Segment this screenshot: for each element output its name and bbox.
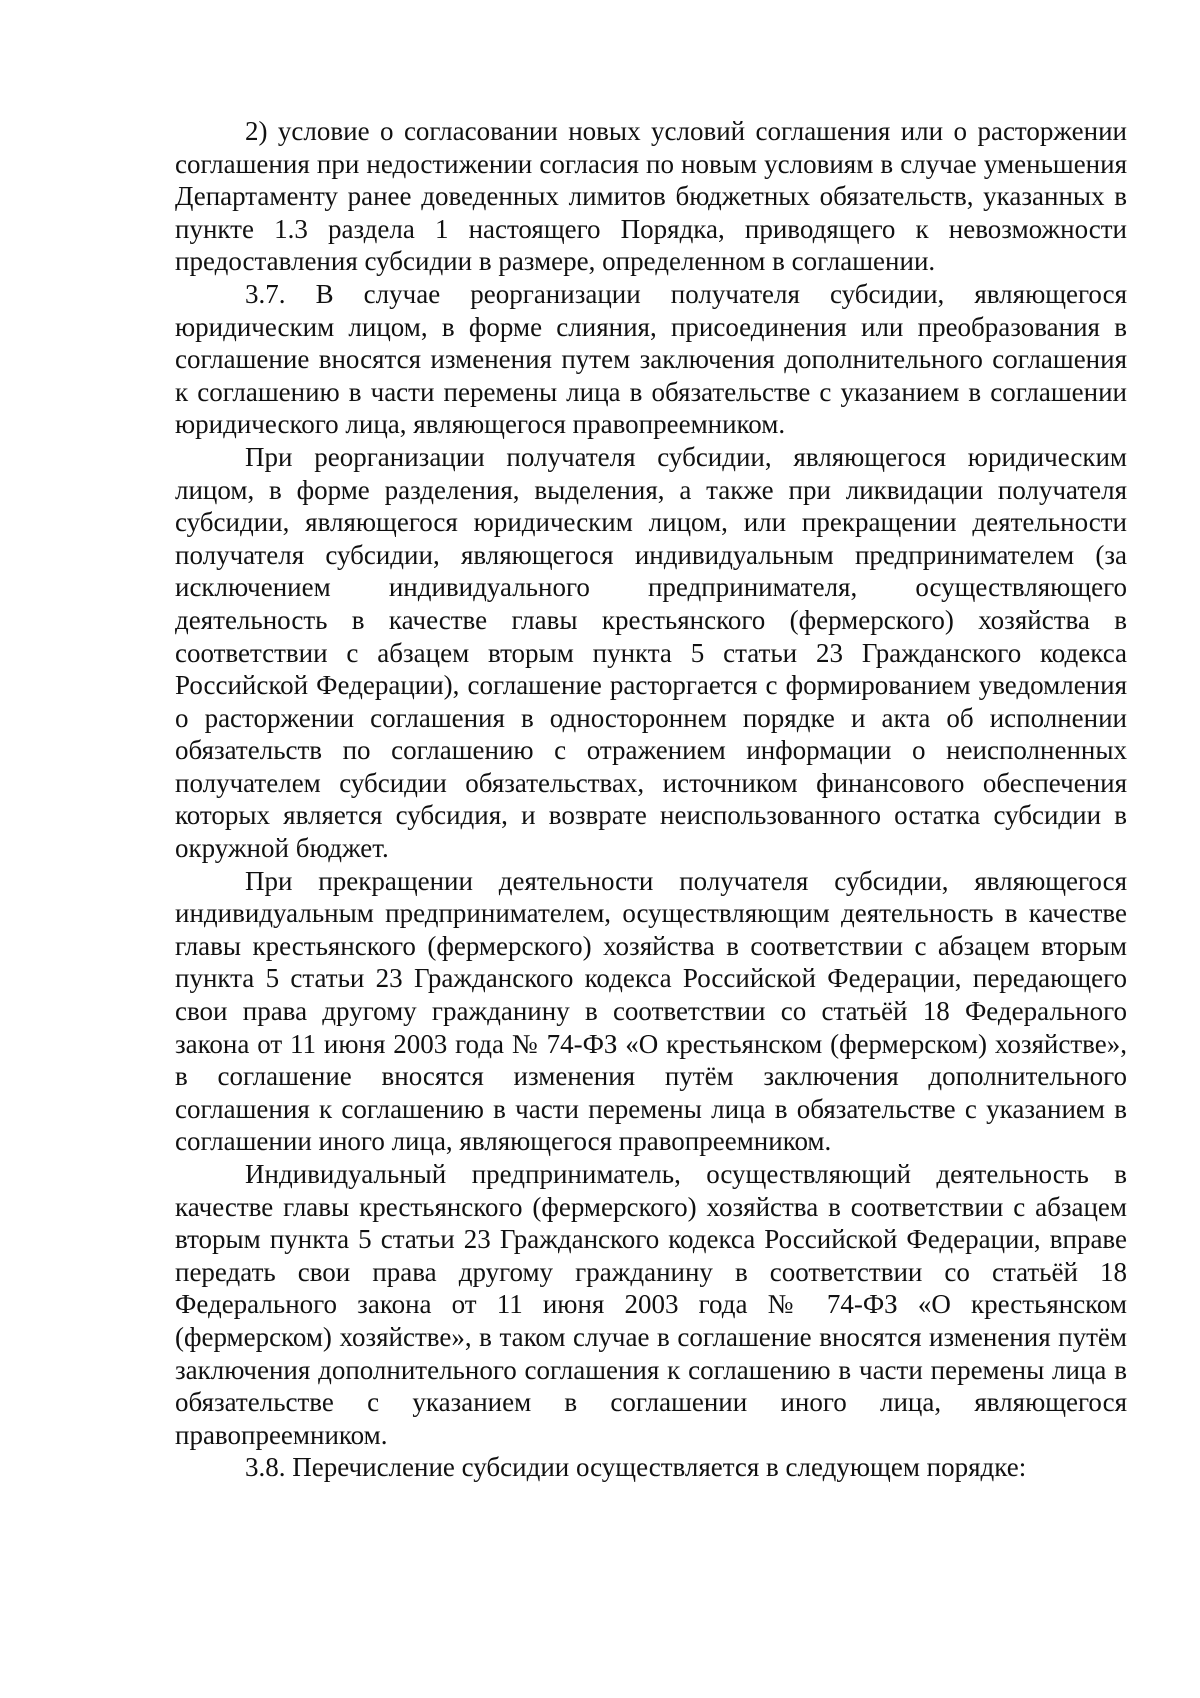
paragraph-termination-entrepreneur: При прекращении деятельности получателя субсидии, являющегося индивидуальным предпринимателем, осуществляющим деятельность в качестве главы крестьянского (фермерского) хозяйства в соответствии с абзацем вторым пункта 5 статьи 23 Гражданского кодекса Российской Федерации, передающего свои права другому гражданину в соответствии со статьёй 18 Федерального закона от 11 июня 2003 года № 74-ФЗ «О крестьянском (фермерском) хозяйстве», в соглашение вносятся изменения путём заключения дополнительного соглашения к соглашению в части перемены лица в обязательстве с указанием в соглашении иного лица, являющегося правопреемником.	[175, 865, 1127, 1157]
document-body	[175, 115, 1127, 1484]
paragraph-entrepreneur-rights-transfer: Индивидуальный предприниматель, осуществляющий деятельность в качестве главы крестьянского (фермерского) хозяйства в соответствии с абзацем вторым пункта 5 статьи 23 Гражданского кодекса Российской Федерации, вправе передать свои права другому гражданину в соответствии со статьёй 18 Федерального закона от 11 июня 2003 года № 74-ФЗ «О крестьянском (фермерском) хозяйстве», в таком случае в соглашение вносятся изменения путём заключения дополнительного соглашения к соглашению в части перемены лица в обязательстве с указанием в соглашении иного лица, являющегося правопреемником.	[175, 1159, 1127, 1450]
paragraph-condition-2: 2) условие о согласовании новых условий соглашения или о расторжении соглашения при недостижении согласия по новым условиям в случае уменьшения Департаменту ранее доведенных лимитов бюджетных обязательств, указанных в пункте 1.3 раздела 1 настоящего Порядка, приводящего к невозможности предоставления субсидии в размере, определенном в соглашении.	[175, 116, 1127, 277]
paragraph-reorganization-division: При реорганизации получателя субсидии, являющегося юридическим лицом, в форме разделения, выделения, а также при ликвидации получателя субсидии, являющегося юридическим лицом, или прекращении деятельности получателя субсидии, являющегося индивидуальным предпринимателем (за исключением индивидуального предпринимателя, осуществляющего деятельность в качестве главы крестьянского (фермерского) хозяйства в соответствии с абзацем вторым пункта 5 статьи 23 Гражданского кодекса Российской Федерации), соглашение расторгается с формированием уведомления о расторжении соглашения в одностороннем порядке и акта об исполнении обязательств по соглашению с отражением информации о неисполненных получателем субсидии обязательствах, источником финансового обеспечения которых является субсидия, и возврате неиспользованного остатка субсидии в окружной бюджет.	[175, 441, 1127, 864]
paragraph-3-7: 3.7. В случае реорганизации получателя субсидии, являющегося юридическим лицом, в форме слияния, присоединения или преобразования в соглашение вносятся изменения путем заключения дополнительного соглашения к соглашению в части перемены лица в обязательстве с указанием в соглашении юридического лица, являющегося правопреемником.	[175, 278, 1127, 440]
paragraph-3-8: 3.8. Перечисление субсидии осуществляется в следующем порядке:	[245, 1452, 1027, 1483]
